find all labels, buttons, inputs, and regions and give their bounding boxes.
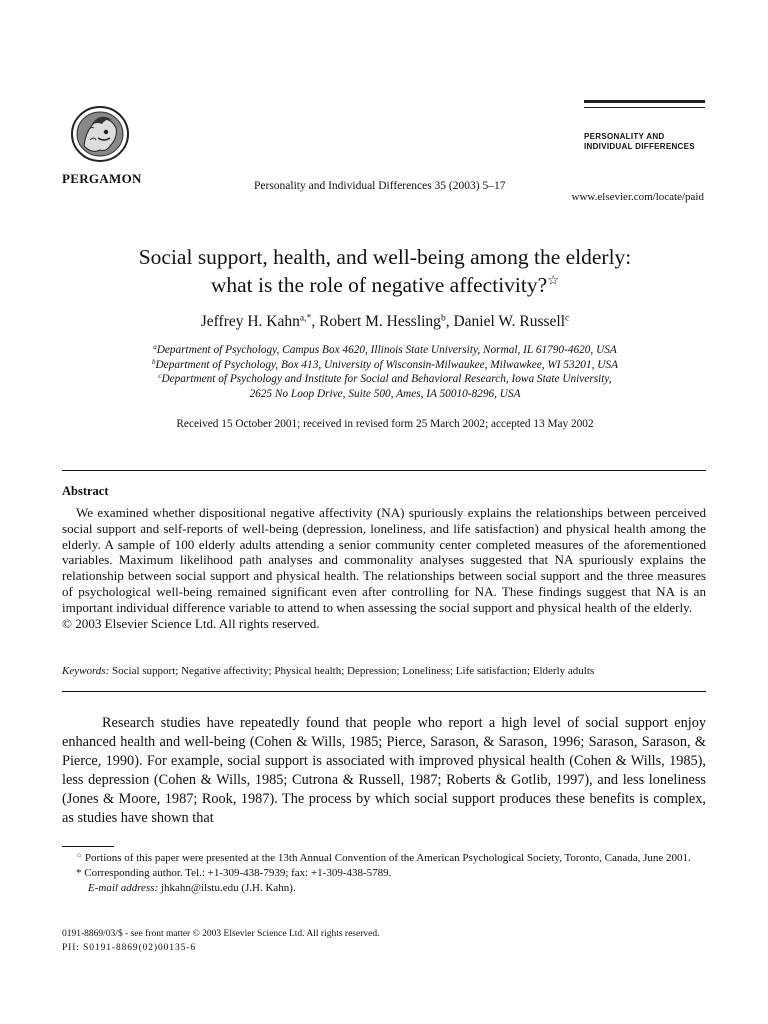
- affiliation-text: 2625 No Loop Drive, Suite 500, Ames, IA 50010-8296, USA: [249, 387, 521, 400]
- imprint-issn: 0191-8869/03/$ - see front matter © 2003 Elsevier Science Ltd. All rights reserved.: [62, 929, 380, 939]
- abstract-copyright: © 2003 Elsevier Science Ltd. All rights reserved.: [62, 615, 320, 631]
- footnote-corresponding-text: Corresponding author. Tel.: +1-309-438-7939; fax: +1-309-438-5789.: [81, 867, 392, 879]
- footnote-star-mark: ☆: [76, 852, 83, 860]
- affiliation-text: Department of Psychology and Institute for Social and Behavioral Research, Iowa State University,: [161, 373, 612, 385]
- footnote-presentation: [62, 851, 706, 866]
- journal-url-link[interactable]: www.elsevier.com/locate/paid: [571, 191, 704, 203]
- received-dates: Received 15 October 2001; received in revised form 25 March 2002; accepted 13 May 2002: [176, 418, 594, 430]
- author-name: Daniel W. Russell: [453, 313, 565, 330]
- header-rule-thin: [584, 107, 705, 108]
- affiliation-text: Department of Psychology, Campus Box 4620, Illinois State University, Normal, IL 61790-4620, USA: [156, 344, 617, 356]
- journal-name: [584, 132, 709, 151]
- header-rule-thick: [584, 100, 705, 103]
- affiliation-line: [40, 358, 730, 373]
- keywords-label: Keywords:: [62, 665, 110, 677]
- keywords: [62, 665, 706, 677]
- abstract-heading: Abstract: [62, 484, 109, 498]
- footnotes: [62, 851, 706, 896]
- author-name: Jeffrey H. Kahn: [200, 313, 300, 330]
- email-address[interactable]: jhkahn@ilstu.edu (J.H. Kahn).: [158, 882, 296, 894]
- author-affiliation-mark[interactable]: b: [440, 312, 446, 324]
- author-separator: ,: [311, 313, 320, 330]
- affiliation-line: [40, 372, 730, 387]
- affiliation-line: [40, 387, 730, 402]
- keywords-list: Social support; Negative affectivity; Physical health; Depression; Loneliness; Life satisfaction; Elderly adults: [112, 665, 595, 677]
- publisher-name: PERGAMON: [62, 171, 142, 186]
- article-title: [40, 243, 730, 299]
- footnote-rule: [62, 846, 114, 847]
- journal-name-line2: INDIVIDUAL DIFFERENCES: [584, 141, 695, 151]
- author-name: Robert M. Hessling: [319, 313, 441, 330]
- journal-citation: Personality and Individual Differences 35 (2003) 5–17: [254, 180, 506, 192]
- abstract-bottom-rule: [62, 691, 706, 692]
- affiliations: [40, 343, 730, 401]
- journal-name-line1: PERSONALITY AND: [584, 132, 665, 141]
- title-footnote-mark[interactable]: ☆: [547, 272, 560, 288]
- author-separator: ,: [445, 313, 454, 330]
- abstract-text: [62, 505, 706, 631]
- footnote-presentation-text: Portions of this paper were presented at the 13th Annual Convention of the American Psychological Society, Toronto, Canada, June 2001.: [82, 852, 691, 864]
- abstract-top-rule: [62, 470, 706, 471]
- abstract-body: We examined whether dispositional negative affectivity (NA) spuriously explains the relationships between perceived social support and self-reports of well-being (depression, loneliness, and life satisfaction) and physical health among the elderly. A sample of 100 elderly adults attending a senior community center completed measures of the aforementioned variables. Maximum likelihood path analyses and commonality analyses suggested that NA spuriously explains the relationship between social support and physical health. The relationships between social support and the three measures of psychological well-being remained significant even after controlling for NA. These findings suggest that NA is an important individual difference variable to attend to when assessing the social support and physical health of the elderly.: [62, 505, 706, 615]
- affiliation-mark: b: [152, 357, 156, 366]
- imprint: [62, 927, 379, 955]
- body-paragraph: Research studies have repeatedly found that people who report a high level of social support enjoy enhanced health and well-being (Cohen & Wills, 1985; Pierce, Sarason, & Sarason, 1996; Sarason, Sarason, & Pierce, 1990). For example, social support is associated with improved physical health (Cohen & Wills, 1985), less depression (Cohen & Wills, 1985; Cutrona & Russell, 1987; Roberts & Gotlib, 1997), and less loneliness (Jones & Moore, 1987; Rook, 1987). The process by which social support produces these benefits is complex, as studies have shown that: [62, 715, 706, 826]
- author-affiliation-mark[interactable]: a,*: [299, 312, 312, 324]
- footnote-corresponding: [62, 866, 706, 881]
- affiliation-text: Department of Psychology, Box 413, University of Wisconsin-Milwaukee, Milwawkee, WI 53201, USA: [155, 358, 618, 371]
- email-label: E-mail address:: [88, 882, 159, 894]
- footnote-asterisk: *: [76, 867, 82, 879]
- author-list: [40, 313, 730, 331]
- affiliation-mark: c: [158, 372, 162, 381]
- affiliation-mark: a: [153, 343, 157, 352]
- footnote-email: [62, 881, 706, 896]
- author-affiliation-mark[interactable]: c: [565, 312, 570, 324]
- title-line2: what is the role of negative affectivity?: [210, 273, 548, 297]
- affiliation-line: [40, 343, 730, 358]
- elsevier-tree-logo: [62, 98, 138, 170]
- imprint-pii: PII: S0191-8869(02)00135-6: [62, 943, 196, 953]
- title-line1: Social support, health, and well-being among the elderly:: [138, 245, 632, 269]
